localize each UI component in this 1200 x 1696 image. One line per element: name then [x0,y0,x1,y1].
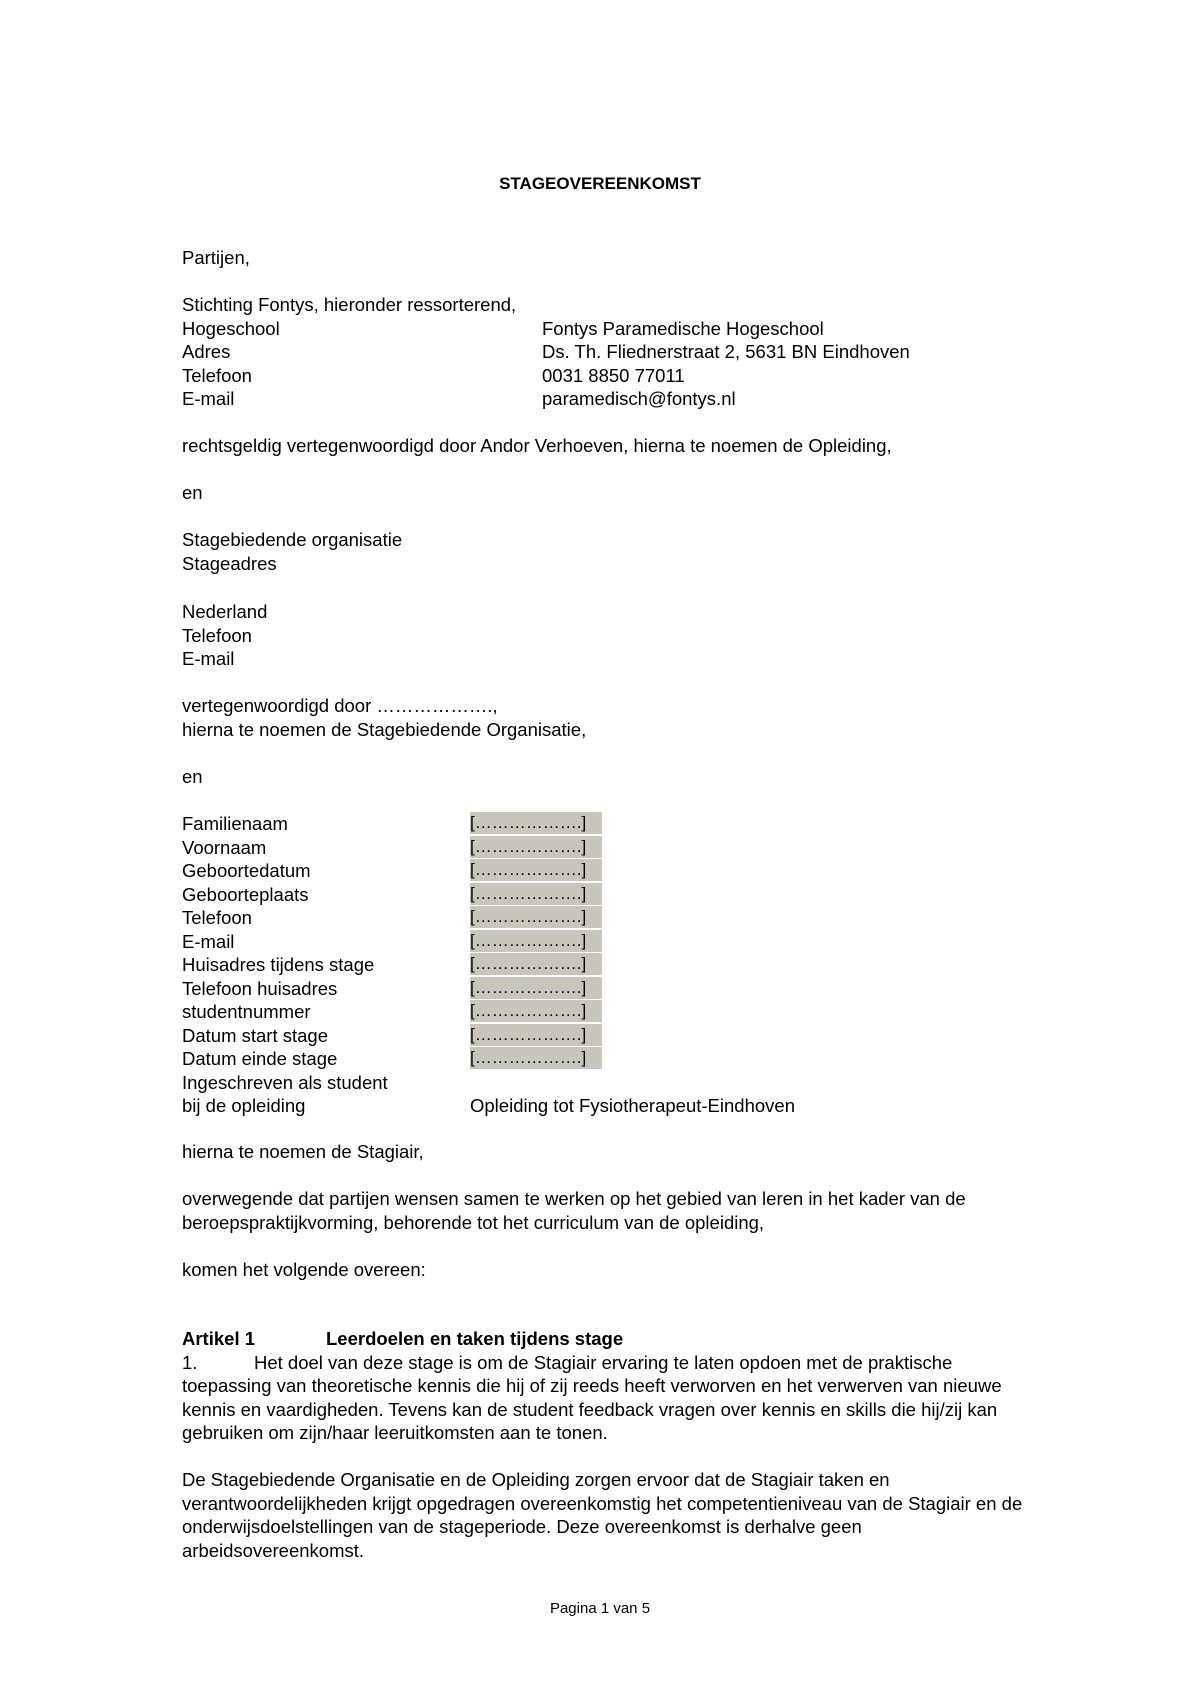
article-1 [182,1327,1032,1562]
school-row: Hogeschool Fontys Paramedische Hogeschool [182,317,824,339]
form-field[interactable]: [……………….] [470,930,602,952]
org-contact: Nederland Telefoon E-mail [182,601,268,669]
school-row: E-mail paramedisch@fontys.nl [182,388,736,409]
overwegende-paragraph: overwegende dat partijen wensen samen te werken op het gebied van leren in het kader van de beroepspraktijkvorming, behorende tot het curriculum van de opleiding, [182,1188,966,1233]
school-row: Adres Ds. Th. Fliednerstraat 2, 5631 BN Eindhoven [182,341,910,362]
en-separator: en [182,482,203,503]
page-number: Pagina 1 van 5 [549,1600,651,1617]
form-field[interactable]: [……………….] [470,812,602,834]
student-row: Voornaam [……………….] [182,836,1062,860]
form-field[interactable]: [……………….] [470,859,602,881]
form-field[interactable]: [……………….] [470,883,602,905]
article-paragraph: De Stagebiedende Organisatie en de Opleiding zorgen ervoor dat de Stagiair taken en verantwoordelijkheden krijgt opgedragen overeenkomstig het competentieniveau van de Stagiair en de onderwijsdoelstellingen van de stageperiode. Deze overeenkomst is derhalve geen arbeidsovereenkomst. [182,1469,1023,1561]
student-row: Datum start stage [……………….] [182,1024,1062,1048]
article-heading: Artikel 1 Leerdoelen en taken tijdens stage [182,1328,624,1349]
komen-line: komen het volgende overeen: [182,1259,426,1280]
opleiding-row: bij de opleiding Opleiding tot Fysiotherapeut-Eindhoven [182,1095,795,1116]
student-row: Telefoon [……………….] [182,906,1062,930]
school-section [182,293,1062,411]
stagiair-line: hierna te noemen de Stagiair, [182,1141,424,1162]
org-section: Stagebiedende organisatie Stageadres [182,529,403,574]
student-row: Geboortedatum [……………….] [182,859,1062,883]
form-field[interactable]: [……………….] [470,906,602,928]
student-row: Geboorteplaats [……………….] [182,883,1062,907]
school-row: Telefoon 0031 8850 77011 [182,364,685,386]
student-row: Datum einde stage [……………….] [182,1047,1062,1071]
org-representative: vertegenwoordigd door ………………., hierna te noemen de Stagebiedende Organisatie, [182,695,587,740]
school-intro: Stichting Fontys, hieronder ressorterend, [182,294,517,315]
student-section [182,812,1062,1118]
article-paragraph: 1. Het doel van deze stage is om de Stagiair ervaring te laten opdoen met de praktische toepassing van theoretische kennis die hij of zij reeds heeft verworven en het verwerven van nieuwe kennis en vaardigheden. Tevens kan de student feedback vragen over kennis en skills die hij/zij kan gebruiken om zijn/haar leeruitkomsten aan te tonen. [182,1351,1002,1443]
student-row: Familienaam [……………….] [182,812,1062,836]
form-field[interactable]: [……………….] [470,953,602,975]
student-row: Telefoon huisadres [……………….] [182,977,1062,1001]
document-title: STAGEOVEREENKOMST [499,174,701,193]
school-representative: rechtsgeldig vertegenwoordigd door Andor Verhoeven, hierna te noemen de Opleiding, [182,435,892,456]
form-field[interactable]: [……………….] [470,1047,602,1069]
student-row: studentnummer [……………….] [182,1000,1062,1024]
form-field[interactable]: [……………….] [470,1024,602,1046]
student-row: E-mail [……………….] [182,930,1062,954]
student-row: Huisadres tijdens stage [……………….] [182,953,1062,977]
partijen-label: Partijen, [182,247,250,268]
form-field[interactable]: [……………….] [470,836,602,858]
form-field[interactable]: [……………….] [470,1000,602,1022]
ingeschreven-row: Ingeschreven als student [182,1071,388,1093]
en-separator: en [182,766,203,787]
form-field[interactable]: [……………….] [470,977,602,999]
